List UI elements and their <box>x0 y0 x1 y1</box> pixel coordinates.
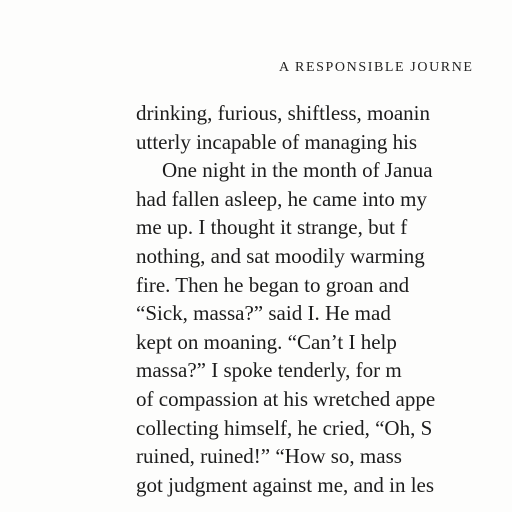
text-line: “Sick, massa?” said I. He mad <box>136 301 391 326</box>
text-line: kept on moaning. “Can’t I help <box>136 329 397 354</box>
text-line: massa?” I spoke tenderly, for m <box>136 358 402 383</box>
text-line: nothing, and sat moodily warming <box>136 243 425 268</box>
text-line: drinking, furious, shiftless, moanin <box>136 101 430 125</box>
text-line: got judgment against me, and in les <box>136 472 435 497</box>
paragraph-start-line: One night in the month of Janua <box>162 158 433 183</box>
text-line: of compassion at his wretched appe <box>136 386 436 411</box>
text-line: me up. I thought it strange, but f <box>136 215 408 240</box>
text-line: ruined, ruined!” “How so, mass <box>136 444 402 469</box>
text-line: fire. Then he began to groan and <box>136 272 410 297</box>
text-line: had fallen asleep, he came into my <box>136 186 427 211</box>
text-line: utterly incapable of managing his <box>136 129 418 154</box>
text-line: collecting himself, he cried, “Oh, S <box>136 415 433 440</box>
running-head: A RESPONSIBLE JOURNE <box>279 60 474 75</box>
body-text <box>136 99 512 499</box>
